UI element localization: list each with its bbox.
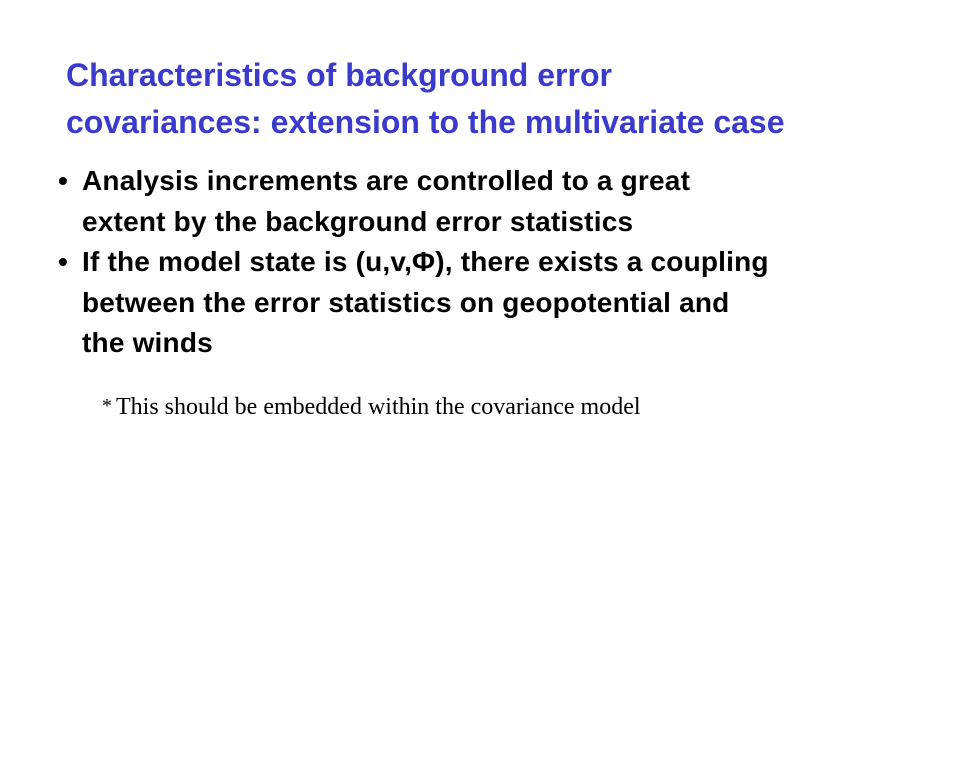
asterisk-icon: * bbox=[102, 395, 112, 417]
bullet-text-line: between the error statistics on geopotential and bbox=[82, 286, 730, 318]
sub-bullet-covariance-note bbox=[102, 392, 641, 423]
bullet-text-line: If the model state is (u,v,Φ), there exists a coupling bbox=[82, 246, 769, 277]
slide-title bbox=[66, 52, 936, 146]
bullet-item-analysis-increments bbox=[58, 161, 918, 242]
slide-title-line-1: Characteristics of background error bbox=[66, 57, 612, 93]
bullet-list bbox=[58, 161, 918, 364]
slide-title-line-2: covariances: extension to the multivariate case bbox=[66, 104, 785, 140]
bullet-text-line: Analysis increments are controlled to a great bbox=[82, 165, 691, 196]
bullet-dot-icon: • bbox=[58, 246, 69, 277]
sub-bullet-text: This should be embedded within the covariance model bbox=[116, 394, 641, 420]
bullet-text-line: extent by the background error statistics bbox=[82, 205, 634, 237]
bullet-dot-icon: • bbox=[58, 165, 69, 196]
bullet-item-model-state-coupling bbox=[58, 242, 918, 364]
bullet-text-line: the winds bbox=[82, 327, 213, 358]
